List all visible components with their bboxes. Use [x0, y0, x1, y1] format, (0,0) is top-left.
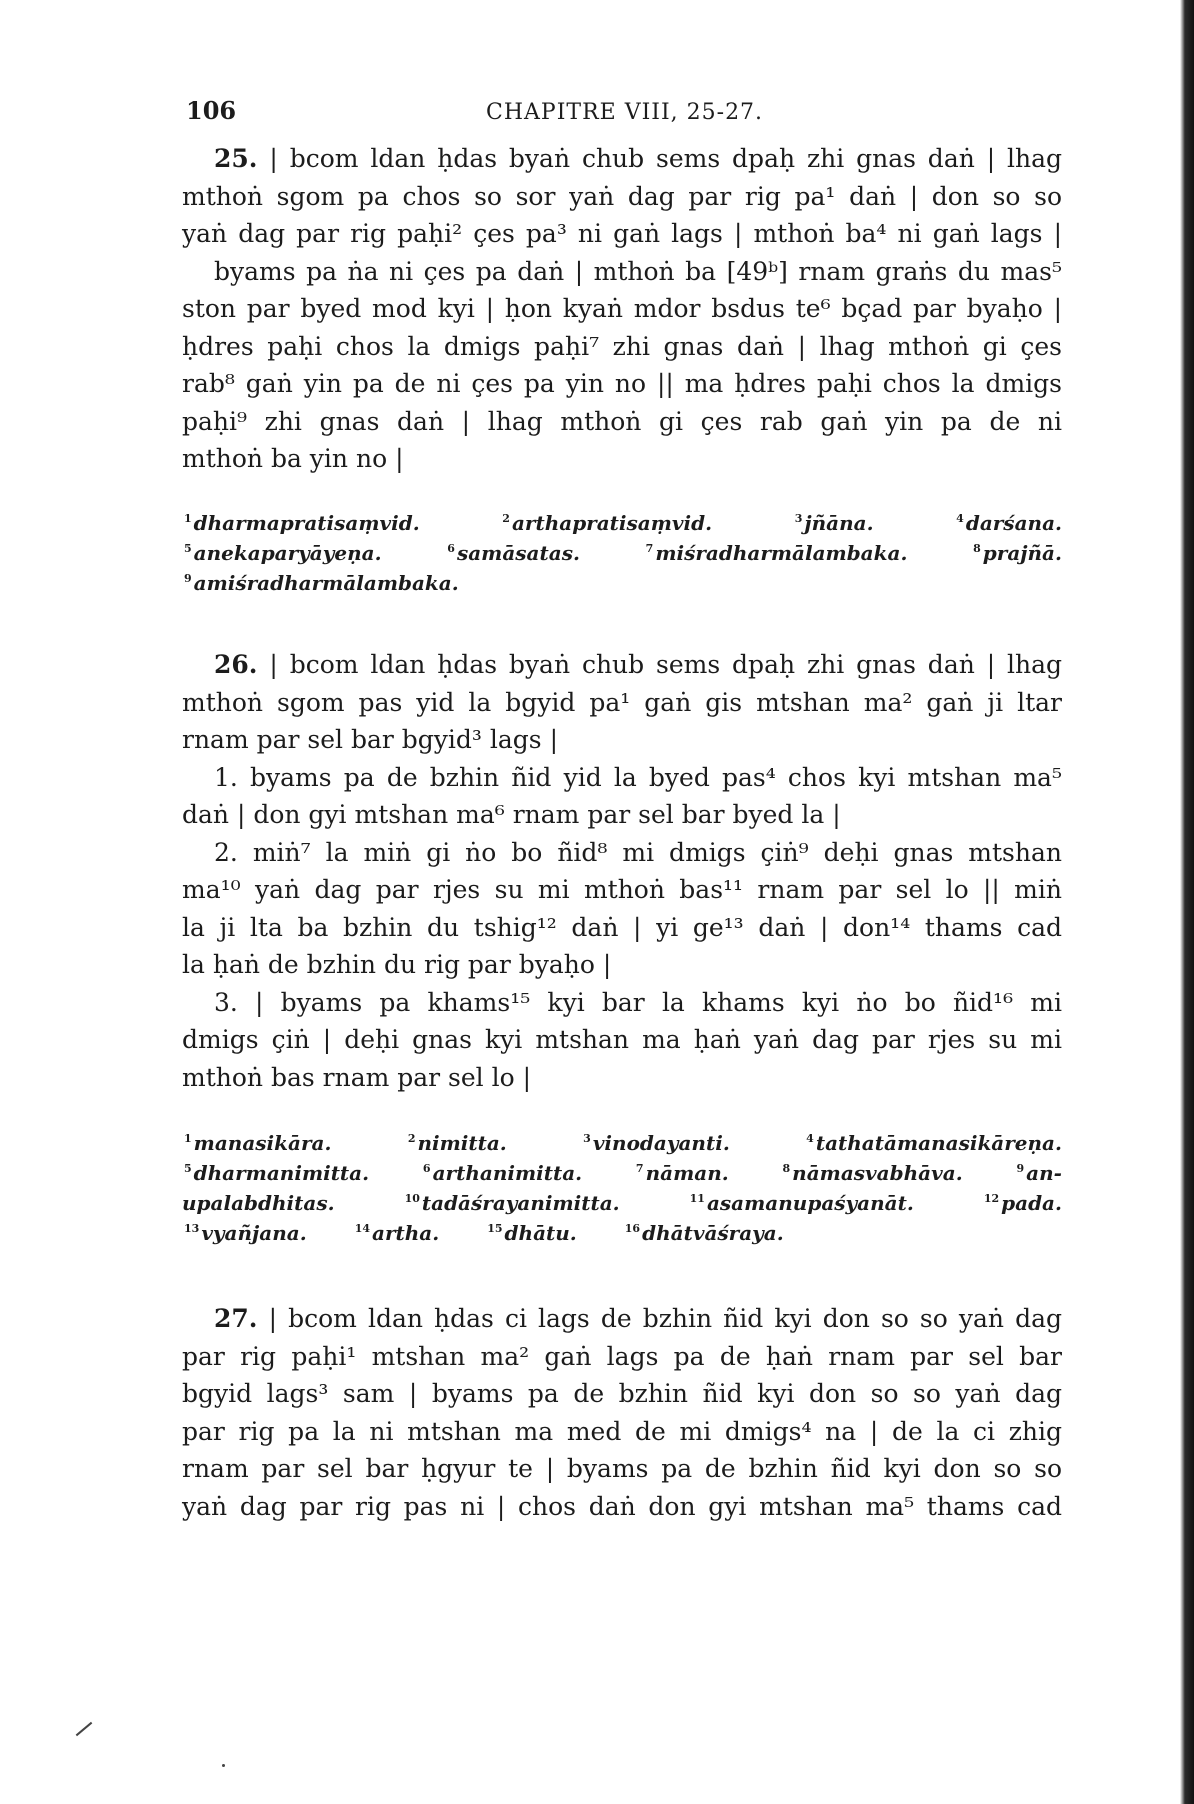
text-line: mthoṅ bas rnam par sel lo | — [182, 1062, 532, 1092]
footnote: $^4$ tathatāmanasikāreṇa. — [806, 1131, 1062, 1155]
text-line: mthoṅ sgom pas yid la bgyid pa¹ gaṅ gis mtshan ma² gaṅ ji ltar — [182, 687, 1062, 717]
footnote: $^3$ jñāna. — [794, 511, 874, 535]
footnote-row — [182, 508, 1062, 538]
footnote: $^9$ an- — [1016, 1161, 1062, 1185]
text-line: paḥi⁹ zhi gnas daṅ | lhag mthoṅ gi çes rab gaṅ yin pa de ni — [182, 406, 1062, 436]
text-line: mthoṅ sgom pa chos so sor yaṅ dag par rig pa¹ daṅ | don so so — [182, 181, 1062, 211]
footnote: $^{10}$ tadāśrayanimitta. — [404, 1191, 620, 1215]
text-line: 27. | bcom ldan ḥdas ci lags de bzhin ñid kyi don so so yaṅ dag — [214, 1304, 1063, 1333]
footnote: $^{14}$ artha. — [354, 1221, 440, 1245]
footnotes-26 — [182, 1128, 1062, 1248]
text-line: dmigs çiṅ | deḥi gnas kyi mtshan ma ḥaṅ yaṅ dag par rjes su mi — [182, 1025, 1062, 1054]
section-26 — [182, 646, 1062, 1096]
text-line: 2. miṅ⁷ la miṅ gi ṅo bo ñid⁸ mi dmigs çiṅ⁹ deḥi gnas mtshan — [214, 837, 1062, 867]
footnote: $^{16}$ dhātvāśraya. — [624, 1221, 784, 1245]
footnote-row — [182, 568, 1062, 598]
text-line: par rig pa la ni mtshan ma med de mi dmigs⁴ na | de la ci zhig — [182, 1416, 1062, 1446]
footnote: $^{15}$ dhātu. — [487, 1221, 577, 1245]
footnote: $^{12}$ pada. — [983, 1191, 1062, 1215]
footnote: upalabdhitas. — [182, 1191, 335, 1215]
text-line: par rig paḥi¹ mtshan ma² gaṅ lags pa de ḥaṅ rnam par sel bar — [182, 1341, 1062, 1371]
footnotes-25 — [182, 508, 1062, 598]
section-number: 27. — [214, 1304, 258, 1333]
page-edge-shadow — [1180, 0, 1194, 1804]
scan-mark — [76, 1722, 93, 1736]
footnote: $^1$ dharmapratisaṃvid. — [184, 511, 420, 535]
footnote: $^9$ amiśradharmālambaka. — [184, 571, 459, 595]
section-number: 25. — [214, 144, 258, 173]
section-25 — [182, 140, 1062, 478]
text-line: ḥdres paḥi chos la dmigs paḥi⁷ zhi gnas daṅ | lhag mthoṅ gi çes — [182, 331, 1062, 361]
footnote: $^7$ miśradharmālambaka. — [645, 541, 908, 565]
footnote: $^{11}$ asamanupaśyanāt. — [689, 1191, 914, 1215]
footnote: $^2$ arthapratisaṃvid. — [502, 511, 713, 535]
text-line: mthoṅ ba yin no | — [182, 444, 404, 473]
footnote-row — [182, 1188, 1062, 1218]
section-27 — [182, 1300, 1062, 1525]
footnote: $^1$ manasikāra. — [184, 1131, 332, 1155]
footnote: $^5$ dharmanimitta. — [184, 1161, 370, 1185]
footnote: $^8$ prajñā. — [973, 541, 1062, 565]
text-line: ma¹⁰ yaṅ dag par rjes su mi mthoṅ bas¹¹ rnam par sel lo || miṅ — [182, 875, 1062, 904]
footnote: $^3$ vinodayanti. — [583, 1131, 730, 1155]
text-line: daṅ | don gyi mtshan ma⁶ rnam par sel bar byed la | — [182, 800, 841, 829]
text-line: bgyid lags³ sam | byams pa de bzhin ñid kyi don so so yaṅ dag — [182, 1379, 1062, 1408]
page-header — [186, 96, 1066, 136]
footnote: $^6$ samāsatas. — [447, 541, 580, 565]
text-line: rnam par sel bar ḥgyur te | byams pa de bzhin ñid kyi don so so — [182, 1454, 1062, 1483]
footnote: $^5$ anekaparyāyeṇa. — [184, 541, 382, 565]
footnote: $^2$ nimitta. — [407, 1131, 507, 1155]
footnote-row — [182, 1128, 1062, 1158]
text-line: rnam par sel bar bgyid³ lags | — [182, 725, 558, 754]
text-line: 26. | bcom ldan ḥdas byaṅ chub sems dpaḥ zhi gnas daṅ | lhag — [214, 650, 1063, 679]
text-line: yaṅ dag par rig pas ni | chos daṅ don gyi mtshan ma⁵ thams cad — [182, 1491, 1062, 1521]
footnote-row — [182, 538, 1062, 568]
footnote: $^4$ darśana. — [956, 511, 1062, 535]
text-line: 3. | byams pa khams¹⁵ kyi bar la khams kyi ṅo bo ñid¹⁶ mi — [214, 987, 1062, 1017]
footnote-row — [182, 1158, 1062, 1188]
text-line: 25. | bcom ldan ḥdas byaṅ chub sems dpaḥ zhi gnas daṅ | lhag — [214, 144, 1063, 173]
footnote: $^6$ arthanimitta. — [422, 1161, 583, 1185]
section-number: 26. — [214, 650, 258, 679]
text-line: la ḥaṅ de bzhin du rig par byaḥo | — [182, 950, 612, 979]
scan-dot — [222, 1764, 225, 1767]
text-line: rab⁸ gaṅ yin pa de ni çes pa yin no || ma ḥdres paḥi chos la dmigs — [182, 369, 1062, 398]
footnote: $^{13}$ vyañjana. — [184, 1221, 307, 1245]
page-number: 106 — [186, 96, 237, 125]
text-line: 1. byams pa de bzhin ñid yid la byed pas⁴ chos kyi mtshan ma⁵ — [214, 762, 1062, 792]
footnote: $^8$ nāmasvabhāva. — [782, 1161, 963, 1185]
running-head: CHAPITRE VIII, 25-27. — [486, 100, 764, 125]
text-line: ston par byed mod kyi | ḥon kyaṅ mdor bsdus te⁶ bçad par byaḥo | — [182, 294, 1062, 323]
text-line: byams pa ṅa ni çes pa daṅ | mthoṅ ba [49ᵇ] rnam graṅs du mas⁵ — [214, 256, 1062, 286]
text-line: yaṅ dag par rig paḥi² çes pa³ ni gaṅ lags | mthoṅ ba⁴ ni gaṅ lags | — [182, 219, 1062, 248]
footnote: $^7$ nāman. — [635, 1161, 729, 1185]
text-line: la ji lta ba bzhin du tshig¹² daṅ | yi ge¹³ daṅ | don¹⁴ thams cad — [182, 912, 1062, 942]
footnote-row — [182, 1218, 1062, 1248]
